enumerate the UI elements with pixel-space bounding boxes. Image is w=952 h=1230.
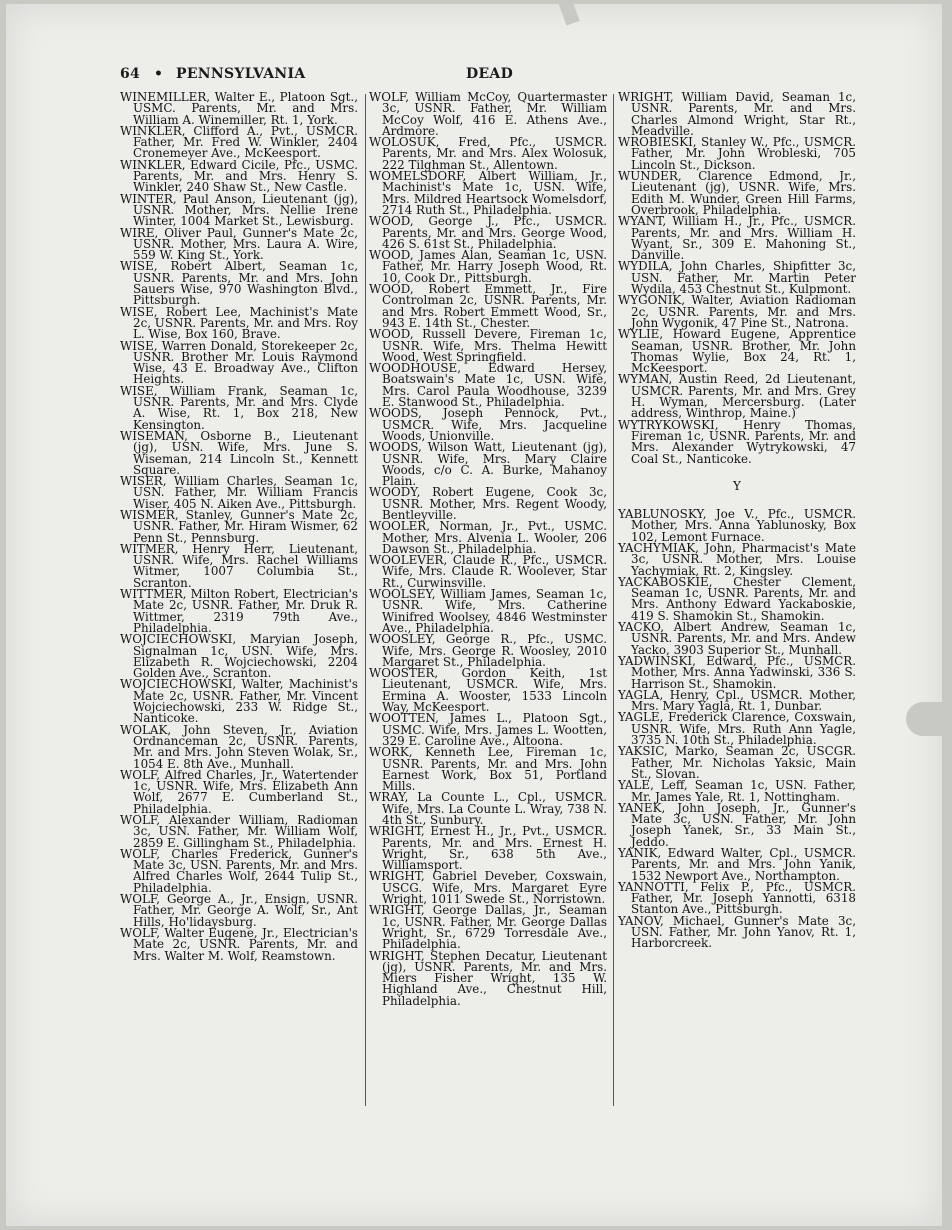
list-item: WYGONIK, Walter, Aviation Radioman 2c, USNR. Parents, Mr. and Mrs. John Wygonik, 47 Pine St., Natrona. — [618, 293, 856, 330]
list-item: YADWINSKI, Edward, Pfc., USMCR. Mother, Mrs. Anna Yadwinski, 336 S. Harrison St., Shamokin. — [618, 653, 856, 691]
page-number: 64 — [120, 66, 141, 82]
list-item: WISER, William Charles, Seaman 1c, USN. Father, Mr. William Francis Wiser, 405 N. Aiken Ave., Pittsburgh. — [120, 474, 358, 511]
list-item: WOLF, George A., Jr., Ensign, USNR. Father, Mr. George A. Wolf, Sr., Ant Hills, Ho'lidaysburg. — [120, 892, 358, 929]
list-item: WITTMER, Milton Robert, Electrician's Mate 2c, USNR. Father, Mr. Druk R. Wittmer, 2319 79th Ave., Philadelphia. — [120, 587, 358, 635]
list-item: WINKLER, Clifford A., Pvt., USMCR. Father, Mr. Fred W. Winkler, 2404 Cronemeyer Ave., McKeesport. — [120, 123, 358, 161]
list-item: YAGLE, Frederick Clarence, Coxswain, USNR. Wife, Mrs. Ruth Ann Yagle, 3735 N. 10th St., Philadelphia. — [618, 710, 856, 748]
column-divider — [613, 94, 614, 1106]
page-header — [120, 66, 860, 88]
list-item: WINEMILLER, Walter E., Platoon Sgt., USMC. Parents, Mr. and Mrs. William A. Winemiller, Rt. 1, York. — [120, 90, 358, 127]
list-item: WRIGHT, Gabriel Deveber, Coxswain, USCG. Wife, Mrs. Margaret Eyre Wright, 1011 Swede St., Norristown. — [369, 869, 607, 907]
list-item: YAKSIC, Marko, Seaman 2c, USCGR. Father, Mr. Nicholas Yaksic, Main St., Slovan. — [618, 744, 856, 781]
state-title: PENNSYLVANIA — [176, 66, 306, 82]
list-item: WOODS, Joseph Pennock, Pvt., USMCR. Wife, Mrs. Jacqueline Woods, Unionville. — [369, 406, 607, 443]
section-letter: Y — [733, 478, 741, 493]
list-item: YANNOTTI, Felix P., Pfc., USMCR. Father, Mr. Joseph Yannotti, 6318 Stanton Ave., Pittsburgh. — [618, 879, 856, 917]
list-item: WRAY, La Counte L., Cpl., USMCR. Wife, Mrs. La Counte L. Wray, 738 N. 4th St., Sunbury. — [369, 790, 607, 827]
list-item: YACHYMIAK, John, Pharmacist's Mate 3c, USNR. Mother, Mrs. Louise Yachymiak, Rt. 2, Kingsley. — [618, 540, 856, 578]
column-2 — [369, 92, 607, 1007]
list-item: WRIGHT, Ernest H., Jr., Pvt., USMCR. Parents, Mr. and Mrs. Ernest H. Wright, Sr., 638 5th Ave., Williamsport. — [369, 824, 607, 873]
list-item: WOJCIECHOWSKI, Walter, Machinist's Mate 2c, USNR. Father, Mr. Vincent Wojciechowski, 233 W. Ridge St., Nanticoke. — [120, 677, 358, 726]
list-item: WYLIE, Howard Eugene, Apprentice Seaman, USNR. Brother, Mr. John Thomas Wylie, Box 24, Rt. 1, McKeesport. — [618, 327, 856, 376]
torn-edge-top — [558, 0, 579, 26]
torn-edge-right — [906, 702, 946, 736]
list-item: WYDILA, John Charles, Shipfitter 3c, USN. Father, Mr. Martin Peter Wydila, 453 Chestnut St., Kulpmont. — [618, 259, 856, 297]
list-item: WOMELSDORF, Albert William, Jr., Machinist's Mate 1c, USN. Wife, Mrs. Mildred Heartsock Womelsdorf, 2714 Ruth St., Philadelphia. — [369, 169, 607, 217]
list-item: WISMER, Stanley, Gunner's Mate 2c, USNR. Father, Mr. Hiram Wismer, 62 Penn St., Pennsburg. — [120, 507, 358, 545]
list-item: WISE, Robert Albert, Seaman 1c, USNR. Parents, Mr. and Mrs. John Sauers Wise, 970 Washington Blvd., Pittsburgh. — [120, 259, 358, 308]
list-item: YACKABOSKIE, Chester Clement, Seaman 1c, USNR. Parents, Mr. and Mrs. Anthony Edward Yackaboskie, 419 S. Shamokin St., Shamokin. — [618, 574, 856, 623]
column-divider — [365, 94, 366, 1106]
list-item: WOODY, Robert Eugene, Cook 3c, USNR. Mother, Mrs. Regent Woody, Bentleyville. — [369, 485, 607, 522]
section-title: DEAD — [466, 66, 514, 82]
list-item: WOOSLEY, George R., Pfc., USMC. Wife, Mrs. George R. Woosley, 2010 Margaret St., Philadelphia. — [369, 632, 607, 669]
list-item: WOLF, Walter Eugene, Jr., Electrician's Mate 2c, USNR. Parents, Mr. and Mrs. Walter M. Wolf, Reamstown. — [120, 925, 358, 963]
list-item: YABLUNOSKY, Joe V., Pfc., USMCR. Mother, Mrs. Anna Yablunosky, Box 102, Lemont Furnace. — [618, 507, 856, 544]
list-item: WOLF, Alexander William, Radioman 3c, USN. Father, Mr. William Wolf, 2859 E. Gillingham St., Philadelphia. — [120, 813, 358, 850]
list-item: WOOD, Russell Devere, Fireman 1c, USNR. Wife, Mrs. Thelma Hewitt Wood, West Springfield. — [369, 327, 607, 364]
list-item: WOOLER, Norman, Jr., Pvt., USMC. Mother, Mrs. Alvenia L. Wooler, 206 Dawson St., Philadelphia. — [369, 519, 607, 556]
list-item: WUNDER, Clarence Edmond, Jr., Lieutenant (jg), USNR. Wife, Mrs. Edith M. Wunder, Green Hill Farms, Overbrook, Philadelphia. — [618, 169, 856, 217]
list-item: WRIGHT, William David, Seaman 1c, USNR. Parents, Mr. and Mrs. Charles Almond Wright, Star Rt., Meadville. — [618, 90, 856, 138]
list-item: WOLF, Alfred Charles, Jr., Watertender 1c, USNR. Wife, Mrs. Elizabeth Ann Wolf, 2677 E. Cumberland St., Philadelphia. — [120, 767, 358, 816]
list-item: WISE, Robert Lee, Machinist's Mate 2c, USNR. Parents, Mr. and Mrs. Roy L. Wise, Box 160, Brave. — [120, 304, 358, 342]
list-item: WOOLSEY, William James, Seaman 1c, USNR. Wife, Mrs. Catherine Winifred Woolsey, 4846 Westminster Ave., Philadelphia. — [369, 587, 607, 635]
list-item: WISEMAN, Osborne B., Lieutenant (jg), USN. Wife, Mrs. June S. Wiseman, 214 Lincoln St., Kennett Square. — [120, 428, 358, 477]
list-item: WOOSTER, Gordon Keith, 1st Lieutenant, USMCR. Wife, Mrs. Ermina A. Wooster, 1533 Lincoln Way, McKeesport. — [369, 666, 607, 715]
list-item: YANIK, Edward Walter, Cpl., USMCR. Parents, Mr. and Mrs. John Yanik, 1532 Newport Ave., Northampton. — [618, 846, 856, 883]
list-item: WRIGHT, George Dallas, Jr., Seaman 1c, USNR. Father, Mr. George Dallas Wright, Sr., 6729 Torresdale Ave., Philadelphia. — [369, 903, 607, 952]
list-item: WORK, Kenneth Lee, Fireman 1c, USNR. Parents, Mr. and Mrs. John Earnest Work, Box 51, Portland Mills. — [369, 745, 607, 794]
column-1 — [120, 92, 358, 962]
list-item: WOLF, Charles Frederick, Gunner's Mate 3c, USN. Parents, Mr. and Mrs. Alfred Charles Wolf, 2644 Tulip St., Philadelphia. — [120, 846, 358, 895]
list-item: WRIGHT, Stephen Decatur, Lieutenant (jg), USNR. Parents, Mr. and Mrs. Miers Fisher Wright, 135 W. Highland Ave., Chestnut Hill, Philadelphia. — [369, 948, 607, 1008]
list-item: WOOD, James Alan, Seaman 1c, USN. Father, Mr. Harry Joseph Wood, Rt. 10, Cook Dr., Pittsburgh. — [369, 248, 607, 285]
list-item: WOLOSUK, Fred, Pfc., USMCR. Parents, Mr. and Mrs. Alex Wolosuk, 222 Tilghman St., Allentown. — [369, 135, 607, 172]
list-item: YAGLA, Henry, Cpl., USMCR. Mother, Mrs. Mary Yagla, Rt. 1, Dunbar. — [618, 687, 856, 714]
list-item: YACKO, Albert Andrew, Seaman 1c, USNR. Parents, Mr. and Mrs. Andew Yacko, 3903 Superior St., Munhall. — [618, 620, 856, 657]
list-item: WOOD, George J., Pfc., USMCR. Parents, Mr. and Mrs. George Wood, 426 S. 61st St., Philadelphia. — [369, 214, 607, 251]
list-item: WYTRYKOWSKI, Henry Thomas, Fireman 1c, USNR. Parents, Mr. and Mrs. Alexander Wytrykowski, 47 Coal St., Nanticoke. — [618, 417, 856, 466]
list-item: WOOLEVER, Claude R., Pfc., USMCR. Wife, Mrs. Claude R. Woolever, Star Rt., Curwinsville. — [369, 553, 607, 590]
list-item: WYMAN, Austin Reed, 2d Lieutenant, USMCR. Parents, Mr. and Mrs. Grey H. Wyman, Mercersburg. (Later address, Winthrop, Maine.) — [618, 372, 856, 421]
list-item: WOOTTEN, James L., Platoon Sgt., USMC. Wife, Mrs. James L. Wootten, 329 E. Caroline Ave., Altoona. — [369, 711, 607, 748]
list-item: WOOD, Robert Emmett, Jr., Fire Controlman 2c, USNR. Parents, Mr. and Mrs. Robert Emmett Wood, Sr., 943 E. 14th St., Chester. — [369, 282, 607, 330]
list-item: WINKLER, Edward Cicile, Pfc., USMC. Parents, Mr. and Mrs. Henry S. Winkler, 240 Shaw St., New Castle. — [120, 157, 358, 195]
list-item: YALE, Leff, Seaman 1c, USN. Father, Mr. James Yale, Rt. 1, Nottingham. — [618, 778, 856, 804]
list-item: WISE, William Frank, Seaman 1c, USNR. Parents, Mr. and Mrs. Clyde A. Wise, Rt. 1, Box 218, New Kensington. — [120, 383, 358, 432]
column-3 — [618, 92, 856, 950]
list-item: WOJCIECHOWSKI, Maryian Joseph, Signalman 1c, USN. Wife, Mrs. Elizabeth R. Wojciechowski, 2204 Golden Ave., Scranton. — [120, 632, 358, 681]
list-item: WOODHOUSE, Edward Hersey, Boatswain's Mate 1c, USN. Wife, Mrs. Carol Paula Woodhouse, 3239 E. Stanwood St., Philadelphia. — [369, 361, 607, 410]
list-item: YANEK, John Joseph, Jr., Gunner's Mate 3c, USN. Father, Mr. John Joseph Yanek, Sr., 33 Main St., Jeddo. — [618, 800, 856, 849]
list-item: WYANT, William H., Jr., Pfc., USMCR. Parents, Mr. and Mrs. William H. Wyant, Sr., 309 E. Mahoning St., Danville. — [618, 214, 856, 263]
header-bullet: • — [154, 66, 164, 82]
list-item: WOLF, William McCoy, Quartermaster 3c, USNR. Father, Mr. William McCoy Wolf, 416 E. Athens Ave., Ardmore. — [369, 90, 607, 138]
list-item: WITMER, Henry Herr, Lieutenant, USNR. Wife, Mrs. Rachel Williams Witmer, 1007 Columbia St., Scranton. — [120, 541, 358, 590]
list-item: YANOV, Michael, Gunner's Mate 3c, USN. Father, Mr. John Yanov, Rt. 1, Harborcreek. — [618, 913, 856, 951]
list-item: WIRE, Oliver Paul, Gunner's Mate 2c, USNR. Mother, Mrs. Laura A. Wire, 559 W. King St., York. — [120, 225, 358, 263]
list-item: WISE, Warren Donald, Storekeeper 2c, USNR. Brother Mr. Louis Raymond Wise, 43 E. Broadway Ave., Clifton Heights. — [120, 338, 358, 387]
list-item: WINTER, Paul Anson, Lieutenant (jg), USNR. Mother, Mrs. Nellie Irene Winter, 1004 Market St., Lewisburg. — [120, 191, 358, 229]
list-item: WOODS, Wilson Watt, Lieutenant (jg), USNR. Wife, Mrs. Mary Claire Woods, c/o C. A. Burke, Mahanoy Plain. — [369, 440, 607, 489]
list-item: WOLAK, John Steven, Jr., Aviation Ordnanceman 2c, USNR. Parents, Mr. and Mrs. John Steven Wolak, Sr., 1054 E. 8th Ave., Munhall. — [120, 722, 358, 771]
list-item: WROBIESKI, Stanley W., Pfc., USMCR. Father, Mr. John Wrobleski, 705 Lincoln St., Dickson. — [618, 135, 856, 172]
